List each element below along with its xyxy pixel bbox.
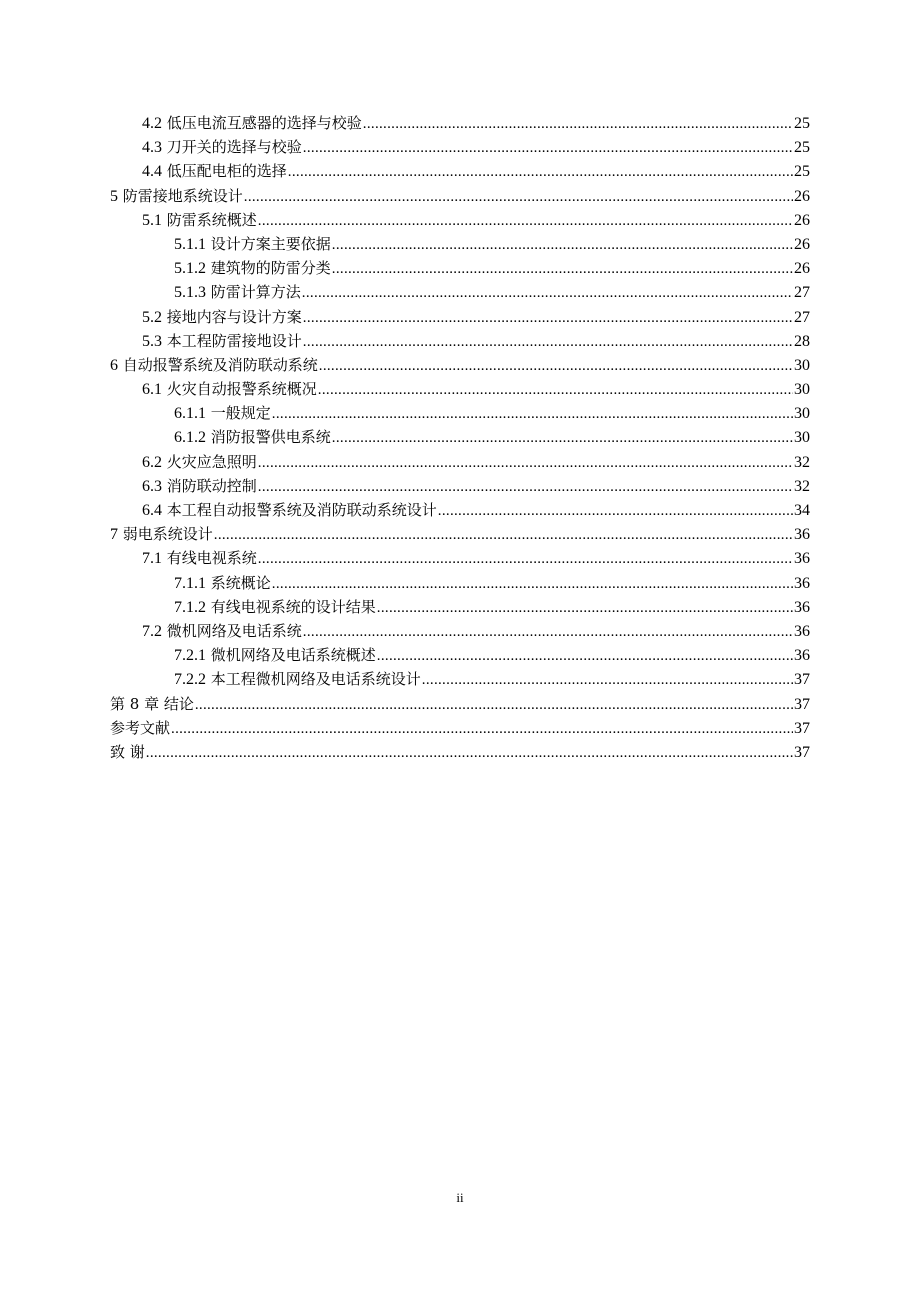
toc-entry[interactable] [110,595,810,619]
toc-entry-text: 参考文献 [110,718,171,737]
toc-entry-text: 本工程微机网络及电话系统设计 [210,670,421,689]
toc-entry-page: 27 [794,308,810,326]
toc-entry-page: 36 [794,598,810,616]
toc-entry-page: 26 [794,235,810,253]
toc-entry-title [142,329,302,354]
toc-entry-text: 刀开关的选择与校验 [166,138,302,157]
toc-dot-leader [377,644,793,668]
toc-entry-text: 火灾应急照明 [166,452,257,471]
toc-entry-number: 5.1.2 [174,260,206,278]
toc-entry-page: 36 [794,622,810,640]
toc-dot-leader [332,426,793,450]
toc-entry-number: 7.2.1 [174,647,206,665]
toc-entry-page: 30 [794,405,810,423]
toc-entry-number: 6.2 [142,453,162,471]
toc-dot-leader [258,451,793,475]
toc-entry[interactable] [110,474,810,498]
toc-entry-number: 6.4 [142,502,162,519]
toc-entry-text: 有线电视系统 [166,549,257,568]
toc-dot-leader [319,354,793,378]
toc-dot-leader [146,741,793,765]
toc-entry-page: 28 [794,332,810,350]
toc-entry[interactable] [110,619,810,643]
toc-entry-text: 低压电流互感器的选择与校验 [166,114,362,132]
toc-entry-page: 30 [794,356,810,374]
toc-entry-number: 6 [110,356,118,374]
toc-entry[interactable] [110,401,810,425]
toc-entry-page: 34 [794,502,810,519]
toc-entry-page: 30 [794,429,810,447]
toc-entry[interactable] [110,692,810,716]
toc-entry-title [142,474,257,499]
toc-entry-number: 5 [110,187,118,205]
toc-entry[interactable] [110,256,810,280]
toc-entry-title [174,401,271,426]
toc-entry-title [142,546,257,571]
toc-entry-page: 26 [794,260,810,278]
toc-entry[interactable] [110,377,810,401]
page-number: ii [456,1190,464,1205]
toc-entry-text: 一般规定 [210,404,271,423]
toc-entry-text: 建筑物的防雷分类 [210,259,331,278]
toc-dot-leader [363,112,793,136]
toc-entry-number: 5.2 [142,308,162,326]
toc-entry-page: 37 [794,719,810,737]
toc-entry-page: 26 [794,187,810,205]
toc-entry-number: 5.1 [142,211,162,229]
toc-dot-leader [258,547,793,571]
toc-entry-title [174,425,331,450]
toc-entry[interactable] [110,280,810,304]
toc-entry-text: 低压配电柜的选择 [166,162,287,181]
toc-entry[interactable] [110,571,810,595]
toc-entry-title [174,280,301,305]
toc-entry-title [174,232,331,257]
toc-entry[interactable] [110,740,810,764]
toc-dot-leader [318,378,793,402]
toc-entry-title [174,595,376,620]
toc-entry-text: 火灾自动报警系统概况 [166,380,317,399]
toc-dot-leader [214,523,793,547]
toc-entry-page: 30 [794,381,810,399]
toc-entry-title [110,692,194,716]
toc-entry-title [110,353,318,378]
toc-entry-number: 6.3 [142,477,162,495]
toc-entry-number: 7.1.1 [174,574,206,592]
toc-entry-number: 5.1.3 [174,284,206,302]
toc-entry-title [174,667,421,692]
toc-entry-number: 7.2.2 [174,671,206,689]
toc-entry[interactable] [110,546,810,570]
toc-entry-page: 37 [794,671,810,689]
toc-entry-title [142,135,302,160]
toc-entry[interactable] [110,159,810,183]
toc-dot-leader [302,281,793,305]
toc-entry-number: 7.2 [142,622,162,640]
toc-dot-leader [303,136,793,160]
toc-entry-text: 本工程防雷接地设计 [166,331,302,350]
toc-dot-leader [195,693,793,717]
toc-entry-page: 26 [794,211,810,229]
toc-entry[interactable] [110,329,810,353]
toc-entry-text: 第 8 章 结论 [110,694,194,713]
toc-entry-page: 36 [794,550,810,568]
toc-dot-leader [272,572,793,596]
toc-entry-text: 弱电系统设计 [118,525,213,544]
toc-dot-leader [303,620,793,644]
table-of-contents [110,111,810,764]
toc-entry-number: 5.3 [142,332,162,350]
toc-entry-title [110,184,243,209]
toc-entry-page: 36 [794,647,810,665]
toc-entry-title [174,256,331,281]
toc-entry[interactable] [110,643,810,667]
toc-entry-number: 6.1.1 [174,405,206,423]
toc-entry-title [174,643,376,668]
toc-entry-title [142,619,302,644]
toc-entry[interactable] [110,522,810,546]
toc-entry-number: 7.1.2 [174,598,206,616]
toc-entry-text: 自动报警系统及消防联动系统 [118,355,318,374]
toc-entry-text: 接地内容与设计方案 [166,307,302,326]
toc-entry-page: 25 [794,139,810,157]
toc-entry-page: 32 [794,453,810,471]
toc-entry-text: 微机网络及电话系统概述 [210,646,376,665]
toc-entry-page: 25 [794,163,810,181]
toc-entry-text: 本工程自动报警系统及消防联动系统设计 [166,501,437,519]
toc-entry-title [142,498,437,523]
toc-dot-leader [438,499,793,523]
toc-entry-text: 防雷接地系统设计 [118,186,243,205]
toc-entry[interactable] [110,305,810,329]
toc-entry-number: 4.2 [142,115,162,132]
toc-entry[interactable] [110,111,810,135]
toc-dot-leader [258,475,793,499]
toc-entry-title [110,522,213,547]
toc-entry-text: 消防联动控制 [166,476,257,495]
toc-entry-title [110,716,170,740]
toc-entry-title [142,305,302,330]
toc-entry-title [142,208,257,233]
toc-dot-leader [332,257,793,281]
toc-entry-number: 7 [110,526,118,544]
toc-entry-text: 系统概论 [210,573,271,592]
toc-entry-number: 5.1.1 [174,235,206,253]
toc-entry-page: 27 [794,284,810,302]
toc-entry[interactable] [110,450,810,474]
toc-entry-text: 防雷系统概述 [166,210,257,229]
toc-entry-text: 防雷计算方法 [210,283,301,302]
toc-entry[interactable] [110,208,810,232]
toc-entry-title [174,571,271,596]
toc-entry[interactable] [110,353,810,377]
toc-dot-leader [377,596,793,620]
toc-dot-leader [272,402,793,426]
toc-entry-number: 7.1 [142,550,162,568]
toc-dot-leader [332,233,793,257]
toc-entry-text: 微机网络及电话系统 [166,621,302,640]
toc-dot-leader [244,185,793,209]
toc-entry[interactable] [110,425,810,449]
toc-dot-leader [258,209,793,233]
toc-entry-page: 36 [794,526,810,544]
toc-entry-text: 致 谢 [110,742,145,761]
toc-entry-number: 6.1 [142,381,162,399]
toc-entry-text: 有线电视系统的设计结果 [210,597,376,616]
toc-entry[interactable] [110,667,810,691]
toc-entry-number: 4.4 [142,163,162,181]
toc-dot-leader [171,717,793,741]
toc-entry-page: 36 [794,574,810,592]
toc-dot-leader [422,668,793,692]
toc-entry-title [142,159,287,184]
toc-entry-page: 32 [794,477,810,495]
toc-entry-number: 6.1.2 [174,429,206,447]
toc-entry-text: 设计方案主要依据 [210,234,331,253]
toc-entry-page: 25 [794,115,810,132]
toc-entry-title [110,740,145,764]
toc-entry-page: 37 [794,743,810,761]
toc-dot-leader [303,330,793,354]
toc-entry[interactable] [110,232,810,256]
toc-entry[interactable] [110,716,810,740]
toc-entry-number: 4.3 [142,139,162,157]
toc-entry[interactable] [110,135,810,159]
toc-entry-title [142,450,257,475]
toc-entry[interactable] [110,184,810,208]
toc-entry-title [142,111,362,136]
toc-entry-title [142,377,317,402]
toc-dot-leader [303,306,793,330]
toc-dot-leader [288,160,793,184]
toc-entry-page: 37 [794,695,810,713]
toc-entry[interactable] [110,498,810,522]
toc-entry-text: 消防报警供电系统 [210,428,331,447]
